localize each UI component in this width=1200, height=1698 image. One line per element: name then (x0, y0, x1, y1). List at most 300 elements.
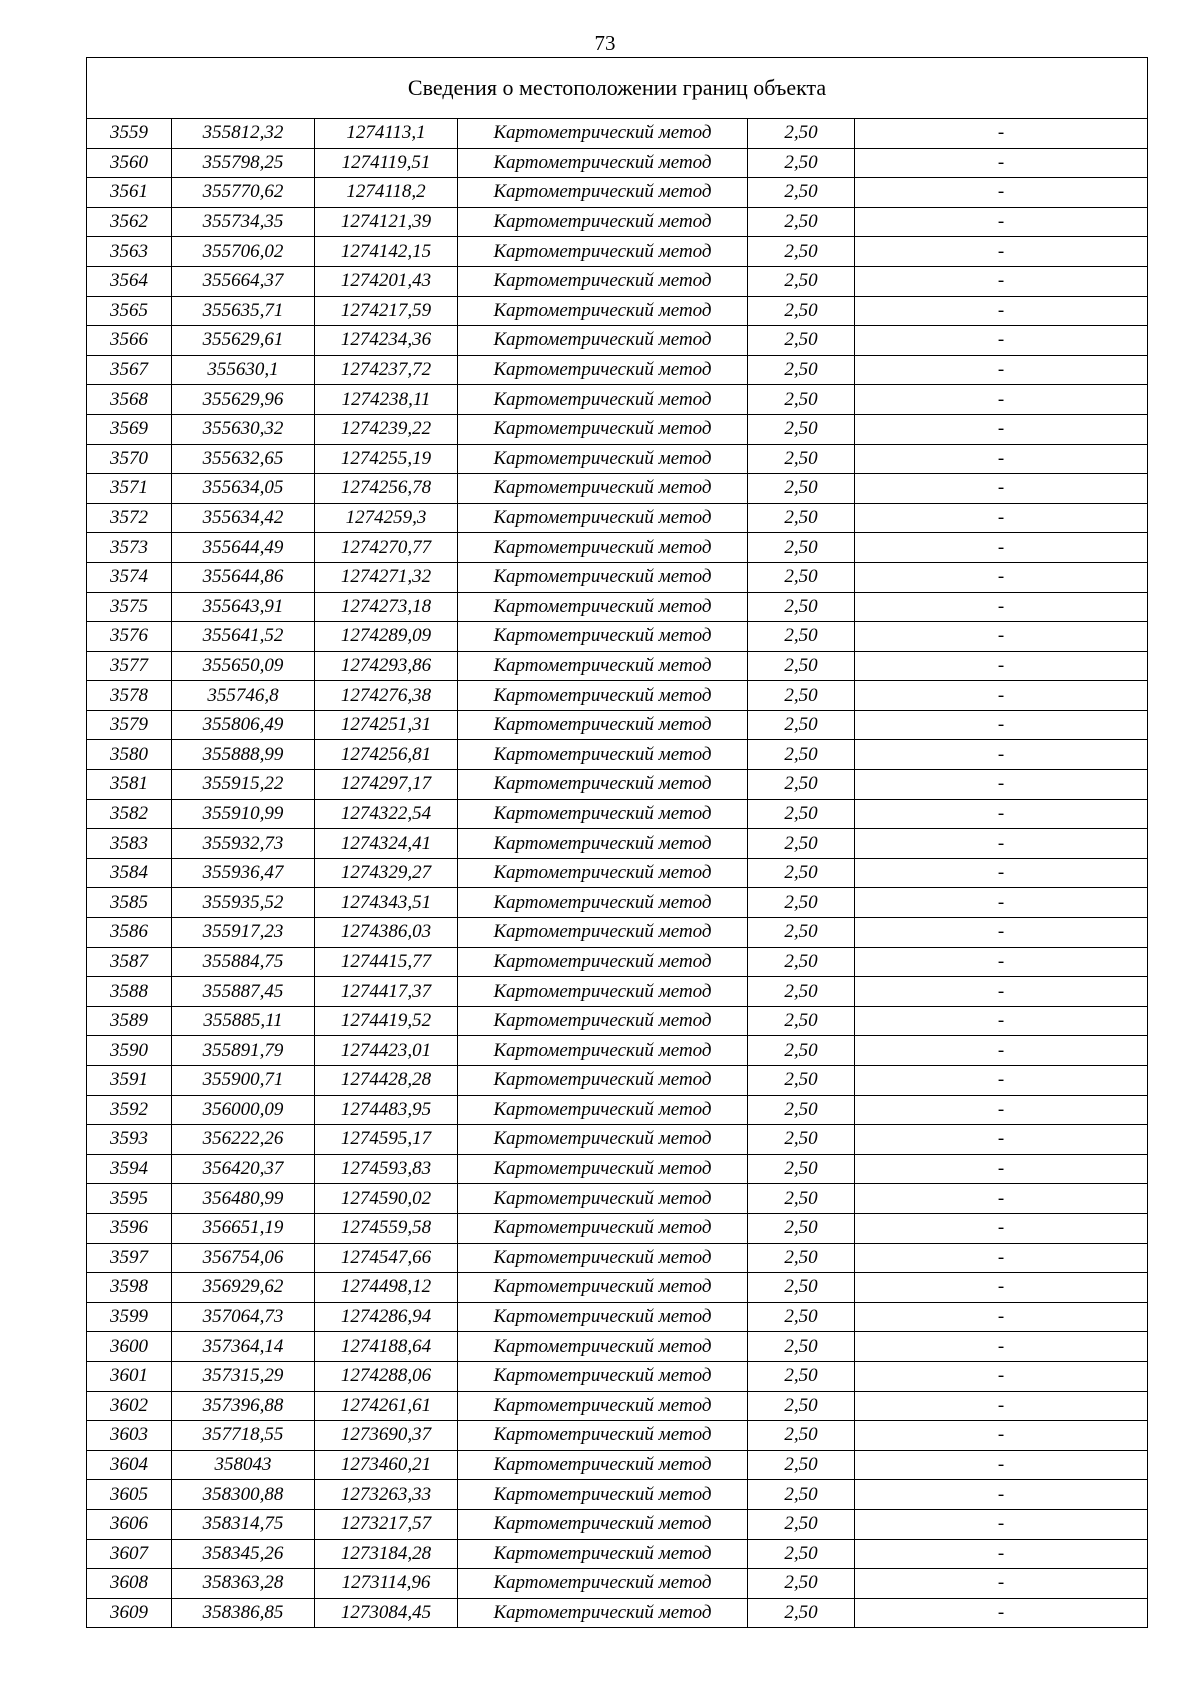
point-number-cell: 3592 (87, 1095, 172, 1125)
y-coordinate-cell: 1274118,2 (315, 178, 458, 208)
accuracy-cell: 2,50 (748, 1036, 855, 1066)
accuracy-cell: 2,50 (748, 858, 855, 888)
description-cell: - (855, 740, 1148, 770)
method-cell: Картометрический метод (458, 1066, 748, 1096)
method-cell: Картометрический метод (458, 1273, 748, 1303)
table-row (87, 474, 1148, 504)
point-number-cell: 3578 (87, 681, 172, 711)
point-number-cell: 3560 (87, 148, 172, 178)
table-row (87, 1450, 1148, 1480)
method-cell: Картометрический метод (458, 947, 748, 977)
description-cell: - (855, 1450, 1148, 1480)
method-cell: Картометрический метод (458, 237, 748, 267)
point-number-cell: 3563 (87, 237, 172, 267)
accuracy-cell: 2,50 (748, 385, 855, 415)
point-number-cell: 3580 (87, 740, 172, 770)
point-number-cell: 3601 (87, 1361, 172, 1391)
x-coordinate-cell: 358043 (172, 1450, 315, 1480)
method-cell: Картометрический метод (458, 1480, 748, 1510)
description-cell: - (855, 799, 1148, 829)
y-coordinate-cell: 1274256,81 (315, 740, 458, 770)
y-coordinate-cell: 1274286,94 (315, 1302, 458, 1332)
method-cell: Картометрический метод (458, 1125, 748, 1155)
x-coordinate-cell: 355891,79 (172, 1036, 315, 1066)
table-row (87, 622, 1148, 652)
description-cell: - (855, 1125, 1148, 1155)
x-coordinate-cell: 355650,09 (172, 651, 315, 681)
x-coordinate-cell: 357364,14 (172, 1332, 315, 1362)
description-cell: - (855, 888, 1148, 918)
method-cell: Картометрический метод (458, 296, 748, 326)
x-coordinate-cell: 355706,02 (172, 237, 315, 267)
point-number-cell: 3606 (87, 1509, 172, 1539)
accuracy-cell: 2,50 (748, 829, 855, 859)
table-row (87, 710, 1148, 740)
table-row (87, 1569, 1148, 1599)
accuracy-cell: 2,50 (748, 1480, 855, 1510)
x-coordinate-cell: 357396,88 (172, 1391, 315, 1421)
table-row (87, 1539, 1148, 1569)
x-coordinate-cell: 355900,71 (172, 1066, 315, 1096)
table-row (87, 266, 1148, 296)
table-row (87, 503, 1148, 533)
description-cell: - (855, 1273, 1148, 1303)
method-cell: Картометрический метод (458, 503, 748, 533)
point-number-cell: 3609 (87, 1598, 172, 1628)
x-coordinate-cell: 355630,1 (172, 355, 315, 385)
point-number-cell: 3573 (87, 533, 172, 563)
point-number-cell: 3583 (87, 829, 172, 859)
x-coordinate-cell: 355887,45 (172, 977, 315, 1007)
x-coordinate-cell: 355734,35 (172, 207, 315, 237)
x-coordinate-cell: 358314,75 (172, 1509, 315, 1539)
table-row (87, 207, 1148, 237)
y-coordinate-cell: 1273460,21 (315, 1450, 458, 1480)
accuracy-cell: 2,50 (748, 770, 855, 800)
x-coordinate-cell: 355629,61 (172, 326, 315, 356)
y-coordinate-cell: 1274386,03 (315, 918, 458, 948)
table-row (87, 1184, 1148, 1214)
x-coordinate-cell: 355632,65 (172, 444, 315, 474)
point-number-cell: 3607 (87, 1539, 172, 1569)
method-cell: Картометрический метод (458, 799, 748, 829)
point-number-cell: 3598 (87, 1273, 172, 1303)
y-coordinate-cell: 1274423,01 (315, 1036, 458, 1066)
boundary-coordinates-table (86, 57, 1148, 1628)
point-number-cell: 3582 (87, 799, 172, 829)
method-cell: Картометрический метод (458, 888, 748, 918)
y-coordinate-cell: 1273217,57 (315, 1509, 458, 1539)
description-cell: - (855, 1184, 1148, 1214)
x-coordinate-cell: 356754,06 (172, 1243, 315, 1273)
point-number-cell: 3575 (87, 592, 172, 622)
method-cell: Картометрический метод (458, 1154, 748, 1184)
x-coordinate-cell: 355884,75 (172, 947, 315, 977)
point-number-cell: 3600 (87, 1332, 172, 1362)
method-cell: Картометрический метод (458, 355, 748, 385)
x-coordinate-cell: 355936,47 (172, 858, 315, 888)
point-number-cell: 3596 (87, 1213, 172, 1243)
y-coordinate-cell: 1274273,18 (315, 592, 458, 622)
table-row (87, 1302, 1148, 1332)
accuracy-cell: 2,50 (748, 1569, 855, 1599)
point-number-cell: 3562 (87, 207, 172, 237)
point-number-cell: 3589 (87, 1006, 172, 1036)
x-coordinate-cell: 356420,37 (172, 1154, 315, 1184)
y-coordinate-cell: 1274559,58 (315, 1213, 458, 1243)
method-cell: Картометрический метод (458, 207, 748, 237)
y-coordinate-cell: 1273084,45 (315, 1598, 458, 1628)
y-coordinate-cell: 1274121,39 (315, 207, 458, 237)
table-row (87, 1332, 1148, 1362)
y-coordinate-cell: 1274293,86 (315, 651, 458, 681)
y-coordinate-cell: 1274234,36 (315, 326, 458, 356)
y-coordinate-cell: 1274483,95 (315, 1095, 458, 1125)
method-cell: Картометрический метод (458, 770, 748, 800)
accuracy-cell: 2,50 (748, 947, 855, 977)
y-coordinate-cell: 1274498,12 (315, 1273, 458, 1303)
table-row (87, 1125, 1148, 1155)
y-coordinate-cell: 1274276,38 (315, 681, 458, 711)
x-coordinate-cell: 355798,25 (172, 148, 315, 178)
description-cell: - (855, 533, 1148, 563)
table-row (87, 592, 1148, 622)
accuracy-cell: 2,50 (748, 207, 855, 237)
point-number-cell: 3566 (87, 326, 172, 356)
description-cell: - (855, 296, 1148, 326)
table-row (87, 237, 1148, 267)
y-coordinate-cell: 1274590,02 (315, 1184, 458, 1214)
table-row (87, 178, 1148, 208)
method-cell: Картометрический метод (458, 1598, 748, 1628)
point-number-cell: 3570 (87, 444, 172, 474)
x-coordinate-cell: 355806,49 (172, 710, 315, 740)
method-cell: Картометрический метод (458, 385, 748, 415)
x-coordinate-cell: 355888,99 (172, 740, 315, 770)
table-row (87, 1361, 1148, 1391)
table-row (87, 562, 1148, 592)
description-cell: - (855, 1332, 1148, 1362)
description-cell: - (855, 1213, 1148, 1243)
table-row (87, 829, 1148, 859)
accuracy-cell: 2,50 (748, 533, 855, 563)
table-row (87, 1480, 1148, 1510)
accuracy-cell: 2,50 (748, 740, 855, 770)
y-coordinate-cell: 1274270,77 (315, 533, 458, 563)
point-number-cell: 3603 (87, 1421, 172, 1451)
table-row (87, 799, 1148, 829)
y-coordinate-cell: 1274256,78 (315, 474, 458, 504)
point-number-cell: 3559 (87, 119, 172, 149)
table-row (87, 326, 1148, 356)
description-cell: - (855, 1421, 1148, 1451)
x-coordinate-cell: 355915,22 (172, 770, 315, 800)
method-cell: Картометрический метод (458, 681, 748, 711)
description-cell: - (855, 1569, 1148, 1599)
description-cell: - (855, 503, 1148, 533)
method-cell: Картометрический метод (458, 1361, 748, 1391)
description-cell: - (855, 237, 1148, 267)
point-number-cell: 3584 (87, 858, 172, 888)
accuracy-cell: 2,50 (748, 474, 855, 504)
description-cell: - (855, 1302, 1148, 1332)
table-row (87, 918, 1148, 948)
y-coordinate-cell: 1274201,43 (315, 266, 458, 296)
table-row (87, 148, 1148, 178)
table-row (87, 1273, 1148, 1303)
x-coordinate-cell: 355635,71 (172, 296, 315, 326)
point-number-cell: 3564 (87, 266, 172, 296)
table-row (87, 1095, 1148, 1125)
accuracy-cell: 2,50 (748, 1125, 855, 1155)
accuracy-cell: 2,50 (748, 1302, 855, 1332)
description-cell: - (855, 947, 1148, 977)
y-coordinate-cell: 1274119,51 (315, 148, 458, 178)
x-coordinate-cell: 356480,99 (172, 1184, 315, 1214)
y-coordinate-cell: 1274419,52 (315, 1006, 458, 1036)
description-cell: - (855, 1154, 1148, 1184)
table-row (87, 888, 1148, 918)
x-coordinate-cell: 355746,8 (172, 681, 315, 711)
accuracy-cell: 2,50 (748, 1391, 855, 1421)
description-cell: - (855, 622, 1148, 652)
x-coordinate-cell: 358300,88 (172, 1480, 315, 1510)
y-coordinate-cell: 1274188,64 (315, 1332, 458, 1362)
y-coordinate-cell: 1273184,28 (315, 1539, 458, 1569)
point-number-cell: 3591 (87, 1066, 172, 1096)
accuracy-cell: 2,50 (748, 562, 855, 592)
accuracy-cell: 2,50 (748, 326, 855, 356)
method-cell: Картометрический метод (458, 148, 748, 178)
description-cell: - (855, 562, 1148, 592)
point-number-cell: 3561 (87, 178, 172, 208)
y-coordinate-cell: 1273690,37 (315, 1421, 458, 1451)
accuracy-cell: 2,50 (748, 444, 855, 474)
y-coordinate-cell: 1273263,33 (315, 1480, 458, 1510)
accuracy-cell: 2,50 (748, 119, 855, 149)
method-cell: Картометрический метод (458, 1302, 748, 1332)
description-cell: - (855, 770, 1148, 800)
accuracy-cell: 2,50 (748, 1184, 855, 1214)
point-number-cell: 3581 (87, 770, 172, 800)
table-row (87, 770, 1148, 800)
y-coordinate-cell: 1274113,1 (315, 119, 458, 149)
y-coordinate-cell: 1274593,83 (315, 1154, 458, 1184)
x-coordinate-cell: 355812,32 (172, 119, 315, 149)
x-coordinate-cell: 358363,28 (172, 1569, 315, 1599)
accuracy-cell: 2,50 (748, 592, 855, 622)
method-cell: Картометрический метод (458, 1184, 748, 1214)
point-number-cell: 3567 (87, 355, 172, 385)
point-number-cell: 3605 (87, 1480, 172, 1510)
point-number-cell: 3587 (87, 947, 172, 977)
point-number-cell: 3602 (87, 1391, 172, 1421)
method-cell: Картометрический метод (458, 710, 748, 740)
description-cell: - (855, 326, 1148, 356)
method-cell: Картометрический метод (458, 1509, 748, 1539)
x-coordinate-cell: 356651,19 (172, 1213, 315, 1243)
description-cell: - (855, 858, 1148, 888)
y-coordinate-cell: 1274142,15 (315, 237, 458, 267)
point-number-cell: 3576 (87, 622, 172, 652)
y-coordinate-cell: 1274595,17 (315, 1125, 458, 1155)
accuracy-cell: 2,50 (748, 1421, 855, 1451)
page-number: 73 (594, 31, 616, 55)
accuracy-cell: 2,50 (748, 1243, 855, 1273)
description-cell: - (855, 414, 1148, 444)
y-coordinate-cell: 1273114,96 (315, 1569, 458, 1599)
method-cell: Картометрический метод (458, 977, 748, 1007)
accuracy-cell: 2,50 (748, 651, 855, 681)
accuracy-cell: 2,50 (748, 1332, 855, 1362)
description-cell: - (855, 178, 1148, 208)
description-cell: - (855, 474, 1148, 504)
method-cell: Картометрический метод (458, 1213, 748, 1243)
description-cell: - (855, 1539, 1148, 1569)
accuracy-cell: 2,50 (748, 710, 855, 740)
x-coordinate-cell: 355664,37 (172, 266, 315, 296)
y-coordinate-cell: 1274271,32 (315, 562, 458, 592)
y-coordinate-cell: 1274547,66 (315, 1243, 458, 1273)
x-coordinate-cell: 355634,05 (172, 474, 315, 504)
accuracy-cell: 2,50 (748, 296, 855, 326)
x-coordinate-cell: 357718,55 (172, 1421, 315, 1451)
x-coordinate-cell: 355935,52 (172, 888, 315, 918)
y-coordinate-cell: 1274288,06 (315, 1361, 458, 1391)
y-coordinate-cell: 1274322,54 (315, 799, 458, 829)
x-coordinate-cell: 358386,85 (172, 1598, 315, 1628)
table-row (87, 119, 1148, 149)
method-cell: Картометрический метод (458, 651, 748, 681)
table-row (87, 533, 1148, 563)
description-cell: - (855, 355, 1148, 385)
table-row (87, 1598, 1148, 1628)
accuracy-cell: 2,50 (748, 622, 855, 652)
method-cell: Картометрический метод (458, 858, 748, 888)
accuracy-cell: 2,50 (748, 1213, 855, 1243)
point-number-cell: 3572 (87, 503, 172, 533)
y-coordinate-cell: 1274428,28 (315, 1066, 458, 1096)
method-cell: Картометрический метод (458, 266, 748, 296)
description-cell: - (855, 266, 1148, 296)
method-cell: Картометрический метод (458, 533, 748, 563)
point-number-cell: 3574 (87, 562, 172, 592)
y-coordinate-cell: 1274261,61 (315, 1391, 458, 1421)
method-cell: Картометрический метод (458, 1095, 748, 1125)
accuracy-cell: 2,50 (748, 977, 855, 1007)
y-coordinate-cell: 1274289,09 (315, 622, 458, 652)
accuracy-cell: 2,50 (748, 1066, 855, 1096)
y-coordinate-cell: 1274251,31 (315, 710, 458, 740)
y-coordinate-cell: 1274324,41 (315, 829, 458, 859)
table-row (87, 947, 1148, 977)
method-cell: Картометрический метод (458, 1036, 748, 1066)
method-cell: Картометрический метод (458, 326, 748, 356)
description-cell: - (855, 651, 1148, 681)
point-number-cell: 3595 (87, 1184, 172, 1214)
accuracy-cell: 2,50 (748, 888, 855, 918)
accuracy-cell: 2,50 (748, 414, 855, 444)
method-cell: Картометрический метод (458, 1569, 748, 1599)
accuracy-cell: 2,50 (748, 1509, 855, 1539)
accuracy-cell: 2,50 (748, 1450, 855, 1480)
accuracy-cell: 2,50 (748, 1598, 855, 1628)
y-coordinate-cell: 1274237,72 (315, 355, 458, 385)
x-coordinate-cell: 355641,52 (172, 622, 315, 652)
x-coordinate-cell: 355644,86 (172, 562, 315, 592)
method-cell: Картометрический метод (458, 622, 748, 652)
x-coordinate-cell: 357064,73 (172, 1302, 315, 1332)
method-cell: Картометрический метод (458, 1006, 748, 1036)
description-cell: - (855, 1095, 1148, 1125)
point-number-cell: 3586 (87, 918, 172, 948)
description-cell: - (855, 1361, 1148, 1391)
table-row (87, 444, 1148, 474)
x-coordinate-cell: 355917,23 (172, 918, 315, 948)
description-cell: - (855, 385, 1148, 415)
x-coordinate-cell: 355630,32 (172, 414, 315, 444)
y-coordinate-cell: 1274417,37 (315, 977, 458, 1007)
x-coordinate-cell: 355910,99 (172, 799, 315, 829)
table-row (87, 681, 1148, 711)
accuracy-cell: 2,50 (748, 1539, 855, 1569)
accuracy-cell: 2,50 (748, 178, 855, 208)
method-cell: Картометрический метод (458, 1332, 748, 1362)
table-row (87, 1421, 1148, 1451)
description-cell: - (855, 829, 1148, 859)
accuracy-cell: 2,50 (748, 1095, 855, 1125)
point-number-cell: 3588 (87, 977, 172, 1007)
x-coordinate-cell: 355932,73 (172, 829, 315, 859)
description-cell: - (855, 148, 1148, 178)
method-cell: Картометрический метод (458, 562, 748, 592)
method-cell: Картометрический метод (458, 474, 748, 504)
table-row (87, 1213, 1148, 1243)
point-number-cell: 3585 (87, 888, 172, 918)
point-number-cell: 3568 (87, 385, 172, 415)
method-cell: Картометрический метод (458, 444, 748, 474)
description-cell: - (855, 1243, 1148, 1273)
description-cell: - (855, 592, 1148, 622)
method-cell: Картометрический метод (458, 1421, 748, 1451)
accuracy-cell: 2,50 (748, 918, 855, 948)
y-coordinate-cell: 1274238,11 (315, 385, 458, 415)
method-cell: Картометрический метод (458, 414, 748, 444)
x-coordinate-cell: 355644,49 (172, 533, 315, 563)
accuracy-cell: 2,50 (748, 1273, 855, 1303)
method-cell: Картометрический метод (458, 918, 748, 948)
method-cell: Картометрический метод (458, 592, 748, 622)
point-number-cell: 3597 (87, 1243, 172, 1273)
y-coordinate-cell: 1274239,22 (315, 414, 458, 444)
accuracy-cell: 2,50 (748, 503, 855, 533)
point-number-cell: 3569 (87, 414, 172, 444)
table-row (87, 1036, 1148, 1066)
table-row (87, 355, 1148, 385)
accuracy-cell: 2,50 (748, 799, 855, 829)
point-number-cell: 3565 (87, 296, 172, 326)
point-number-cell: 3604 (87, 1450, 172, 1480)
x-coordinate-cell: 356000,09 (172, 1095, 315, 1125)
description-cell: - (855, 1066, 1148, 1096)
table-row (87, 1154, 1148, 1184)
description-cell: - (855, 444, 1148, 474)
point-number-cell: 3579 (87, 710, 172, 740)
table-row (87, 1509, 1148, 1539)
point-number-cell: 3594 (87, 1154, 172, 1184)
table-title-row (87, 58, 1148, 119)
method-cell: Картометрический метод (458, 1450, 748, 1480)
